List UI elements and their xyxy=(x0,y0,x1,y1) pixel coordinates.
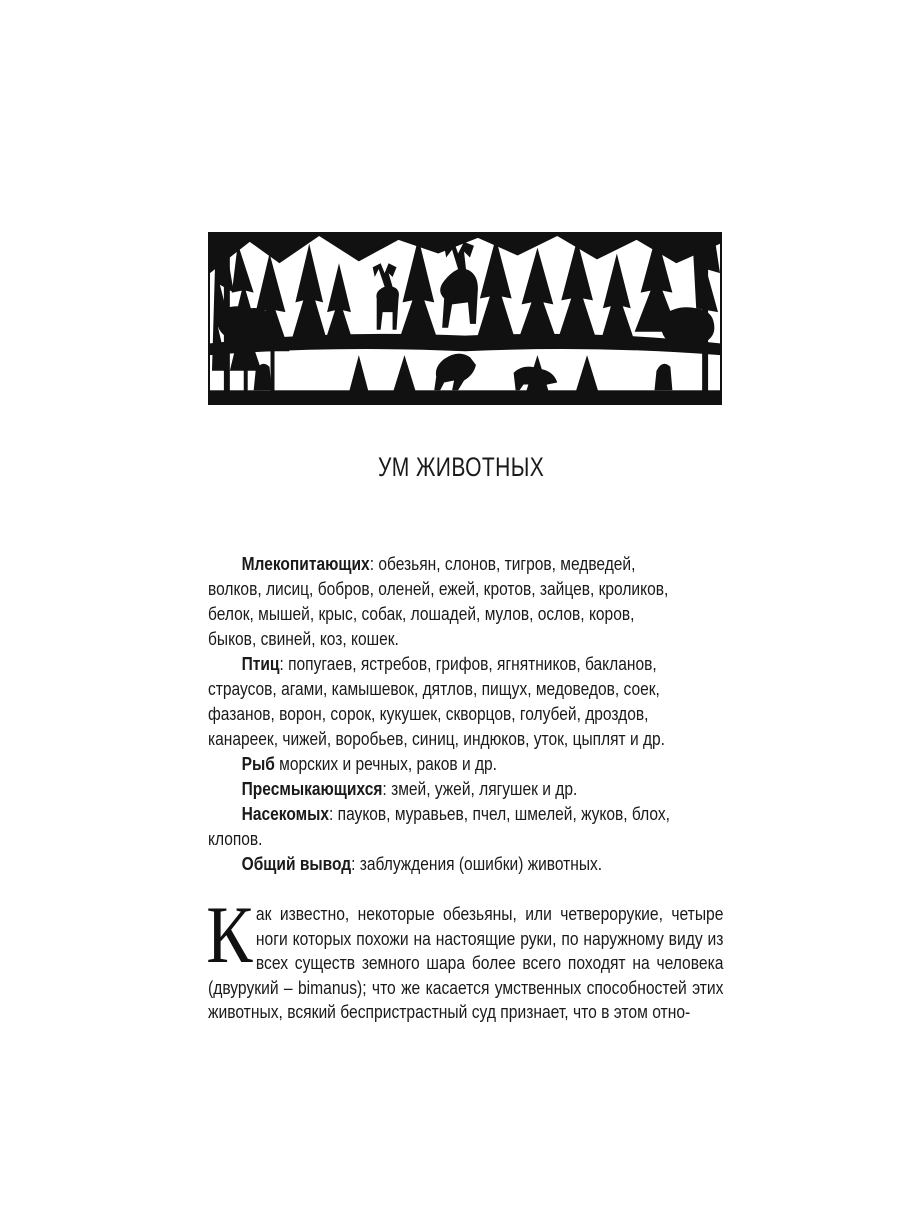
list-item-label: Млекопитающих xyxy=(241,553,370,574)
list-item-text: заблуждения (ошибки) животных. xyxy=(355,853,603,874)
body-paragraph xyxy=(206,889,724,1025)
list-item-text: змей, ужей, лягушек и др. xyxy=(386,778,578,799)
forest-animals-illustration xyxy=(208,232,722,405)
list-item xyxy=(208,751,678,776)
list-item: Птиц: попугаев, ястребов, грифов, ягнятников, бакланов, страусов, агами, камышевок, дятлов, пищух, медоведов, соек, фазанов, ворон, сорок, кукушек, скворцов, голубей, дроздов, канареек, чижей, воробьев, синиц, индюков, уток, цыплят и др. xyxy=(208,653,665,749)
animal-categories-list xyxy=(208,551,678,876)
list-item-label: Птиц xyxy=(241,653,280,674)
list-item-text: обезьян, слонов, тигров, медведей, волков, лисиц, бобров, оленей, ежей, кротов, зайцев, кроликов, белок, мышей, крыс, собак, лошадей, мулов, ослов, коров, быков, свиней, коз, кошек. xyxy=(208,553,669,649)
list-item-text: попугаев, ястребов, грифов, ягнятников, бакланов, страусов, агами, камышевок, дятлов, пищух, медоведов, соек, фазанов, ворон, сорок, кукушек, скворцов, голубей, дроздов, канареек, чижей, воробьев, синиц, индюков, уток, цыплят и др. xyxy=(208,653,665,749)
drop-cap: К xyxy=(206,889,253,980)
list-item: Пресмыкающихся: змей, ужей, лягушек и др. xyxy=(241,778,578,799)
list-item-text: пауков, муравьев, пчел, шмелей, жуков, блох, клопов. xyxy=(208,803,670,849)
list-item: Общий вывод: заблуждения (ошибки) животных. xyxy=(241,853,603,874)
list-item: Млекопитающих: обезьян, слонов, тигров, медведей, волков, лисиц, бобров, оленей, ежей, кротов, зайцев, кроликов, белок, мышей, крыс, собак, лошадей, мулов, ослов, коров, быков, свиней, коз, кошек. xyxy=(208,553,669,649)
list-item-text: морских и речных, раков и др. xyxy=(274,753,497,774)
list-item: Насекомых: пауков, муравьев, пчел, шмелей, жуков, блох, клопов. xyxy=(208,803,670,849)
forest-animals-silhouette-icon xyxy=(210,234,720,403)
list-item-label: Общий вывод xyxy=(241,853,352,874)
paragraph-text: ак известно, некоторые обезьяны, или четверорукие, четыре ноги которых похожи на настоящие руки, по наружному виду из всех существ земного шара более всего походят на человека (двурукий – bimanus); что же касается умственных способностей этих животных, всякий беспристрастный суд признает, что в этом отно- xyxy=(208,903,724,1023)
list-item-label: Пресмыкающихся xyxy=(241,778,383,799)
chapter-title: УМ ЖИВОТНЫХ xyxy=(378,452,545,482)
list-item-label: Насекомых xyxy=(241,803,330,824)
list-item-label: Рыб xyxy=(241,753,275,774)
